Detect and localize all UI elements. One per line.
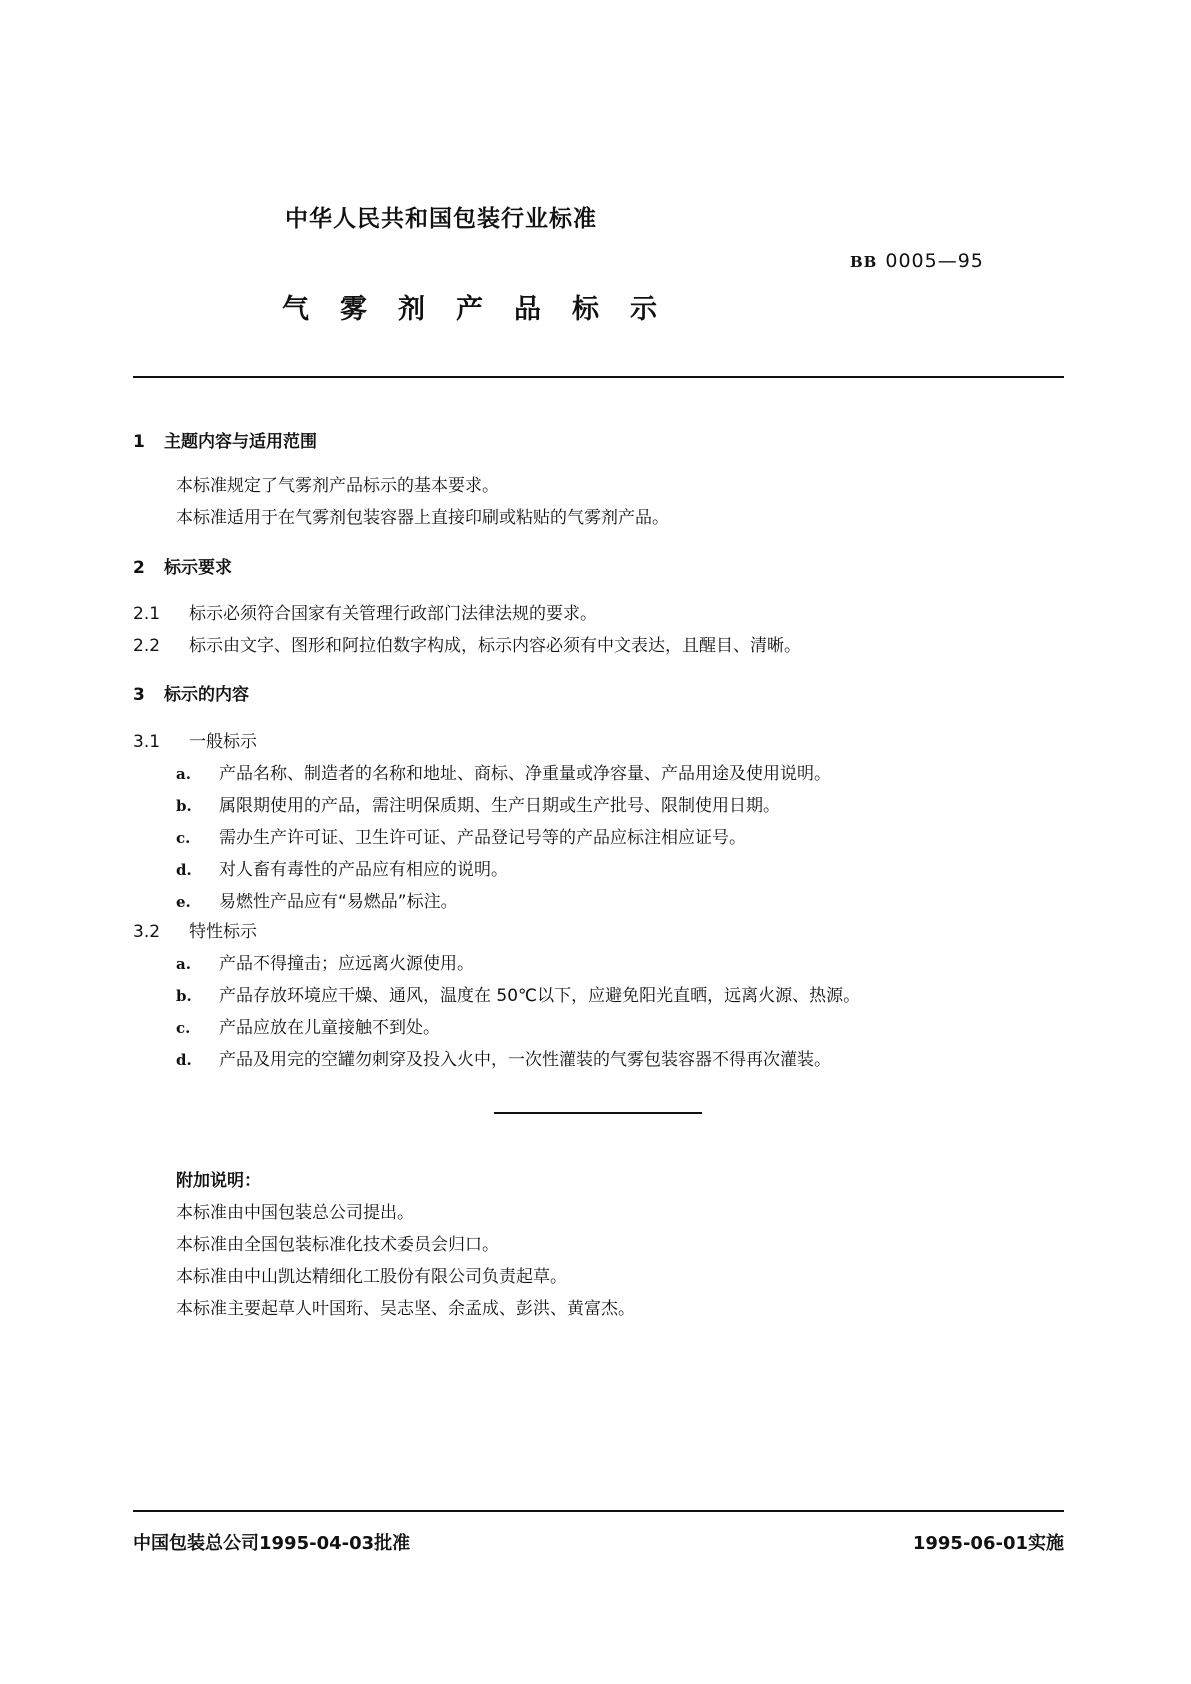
clause-text: 标示必须符合国家有关管理行政部门法律法规的要求。 (189, 604, 597, 624)
list-item (176, 887, 458, 912)
list-item (176, 949, 474, 974)
clause-number: 2.2 (133, 636, 161, 656)
section-2-heading (133, 553, 232, 578)
standard-code (850, 250, 984, 272)
list-item (176, 759, 831, 784)
section-1-paragraph: 本标准适用于在气雾剂包装容器上直接印刷或粘贴的气雾剂产品。 (176, 508, 669, 528)
subsection-title: 特性标示 (189, 922, 257, 942)
item-marker: a. (176, 955, 191, 973)
item-marker: e. (176, 893, 191, 911)
section-number: 1 (133, 432, 145, 452)
notes-line: 本标准由全国包装标准化技术委员会归口。 (176, 1235, 499, 1255)
section-number: 2 (133, 558, 145, 578)
section-title: 标示要求 (164, 558, 232, 578)
item-text: 产品名称、制造者的名称和地址、商标、净重量或净容量、产品用途及使用说明。 (219, 764, 831, 784)
list-item (176, 981, 860, 1006)
list-item (176, 791, 780, 816)
item-text: 易燃性产品应有“易燃品”标注。 (219, 892, 458, 912)
subsection-3-1-heading (133, 727, 257, 752)
document-title: 气雾剂产品标示 (282, 294, 688, 325)
list-item (176, 1045, 831, 1070)
notes-line: 本标准由中山凯达精细化工股份有限公司负责起草。 (176, 1267, 567, 1287)
subsection-3-2-heading (133, 917, 257, 942)
item-marker: a. (176, 765, 191, 783)
standard-code-prefix: BB (850, 253, 878, 271)
list-item (176, 1013, 440, 1038)
item-marker: d. (176, 861, 192, 879)
clause-2-1 (133, 599, 597, 624)
list-item (176, 855, 508, 880)
item-marker: b. (176, 987, 192, 1005)
clause-number: 2.1 (133, 604, 161, 624)
item-marker: d. (176, 1051, 192, 1069)
item-text: 产品存放环境应干燥、通风，温度在 50℃以下，应避免阳光直晒，远离火源、热源。 (219, 986, 861, 1006)
item-text: 产品及用完的空罐勿刺穿及投入火中，一次性灌装的气雾包装容器不得再次灌装。 (219, 1050, 831, 1070)
standard-name: 中华人民共和国包装行业标准 (285, 206, 597, 232)
subsection-title: 一般标示 (189, 732, 257, 752)
section-3-heading (133, 680, 249, 705)
item-marker: c. (176, 1019, 191, 1037)
standard-code-number: 0005—95 (885, 250, 984, 272)
item-text: 需办生产许可证、卫生许可证、产品登记号等的产品应标注相应证号。 (219, 828, 746, 848)
notes-line: 本标准由中国包装总公司提出。 (176, 1203, 414, 1223)
clause-text: 标示由文字、图形和阿拉伯数字构成，标示内容必须有中文表达，且醒目、清晰。 (189, 636, 801, 656)
section-number: 3 (133, 685, 145, 705)
approval-date: 中国包装总公司1995-04-03批准 (133, 1533, 411, 1554)
section-title: 标示的内容 (164, 685, 249, 705)
item-marker: c. (176, 829, 191, 847)
footer-divider (133, 1510, 1064, 1512)
section-1-heading (133, 427, 317, 452)
header-divider (133, 376, 1064, 378)
clause-number: 3.1 (133, 732, 161, 752)
item-text: 属限期使用的产品，需注明保质期、生产日期或生产批号、限制使用日期。 (219, 796, 780, 816)
end-divider (494, 1112, 702, 1114)
section-title: 主题内容与适用范围 (164, 432, 317, 452)
list-item (176, 823, 746, 848)
effective-date: 1995-06-01实施 (912, 1533, 1064, 1554)
notes-heading: 附加说明： (176, 1171, 261, 1191)
item-text: 产品应放在儿童接触不到处。 (219, 1018, 440, 1038)
clause-number: 3.2 (133, 922, 161, 942)
item-text: 产品不得撞击；应远离火源使用。 (219, 954, 474, 974)
item-marker: b. (176, 797, 192, 815)
notes-line: 本标准主要起草人叶国珩、吴志坚、余孟成、彭洪、黄富杰。 (176, 1299, 635, 1319)
section-1-paragraph: 本标准规定了气雾剂产品标示的基本要求。 (176, 476, 499, 496)
item-text: 对人畜有毒性的产品应有相应的说明。 (219, 860, 508, 880)
clause-2-2 (133, 631, 801, 656)
